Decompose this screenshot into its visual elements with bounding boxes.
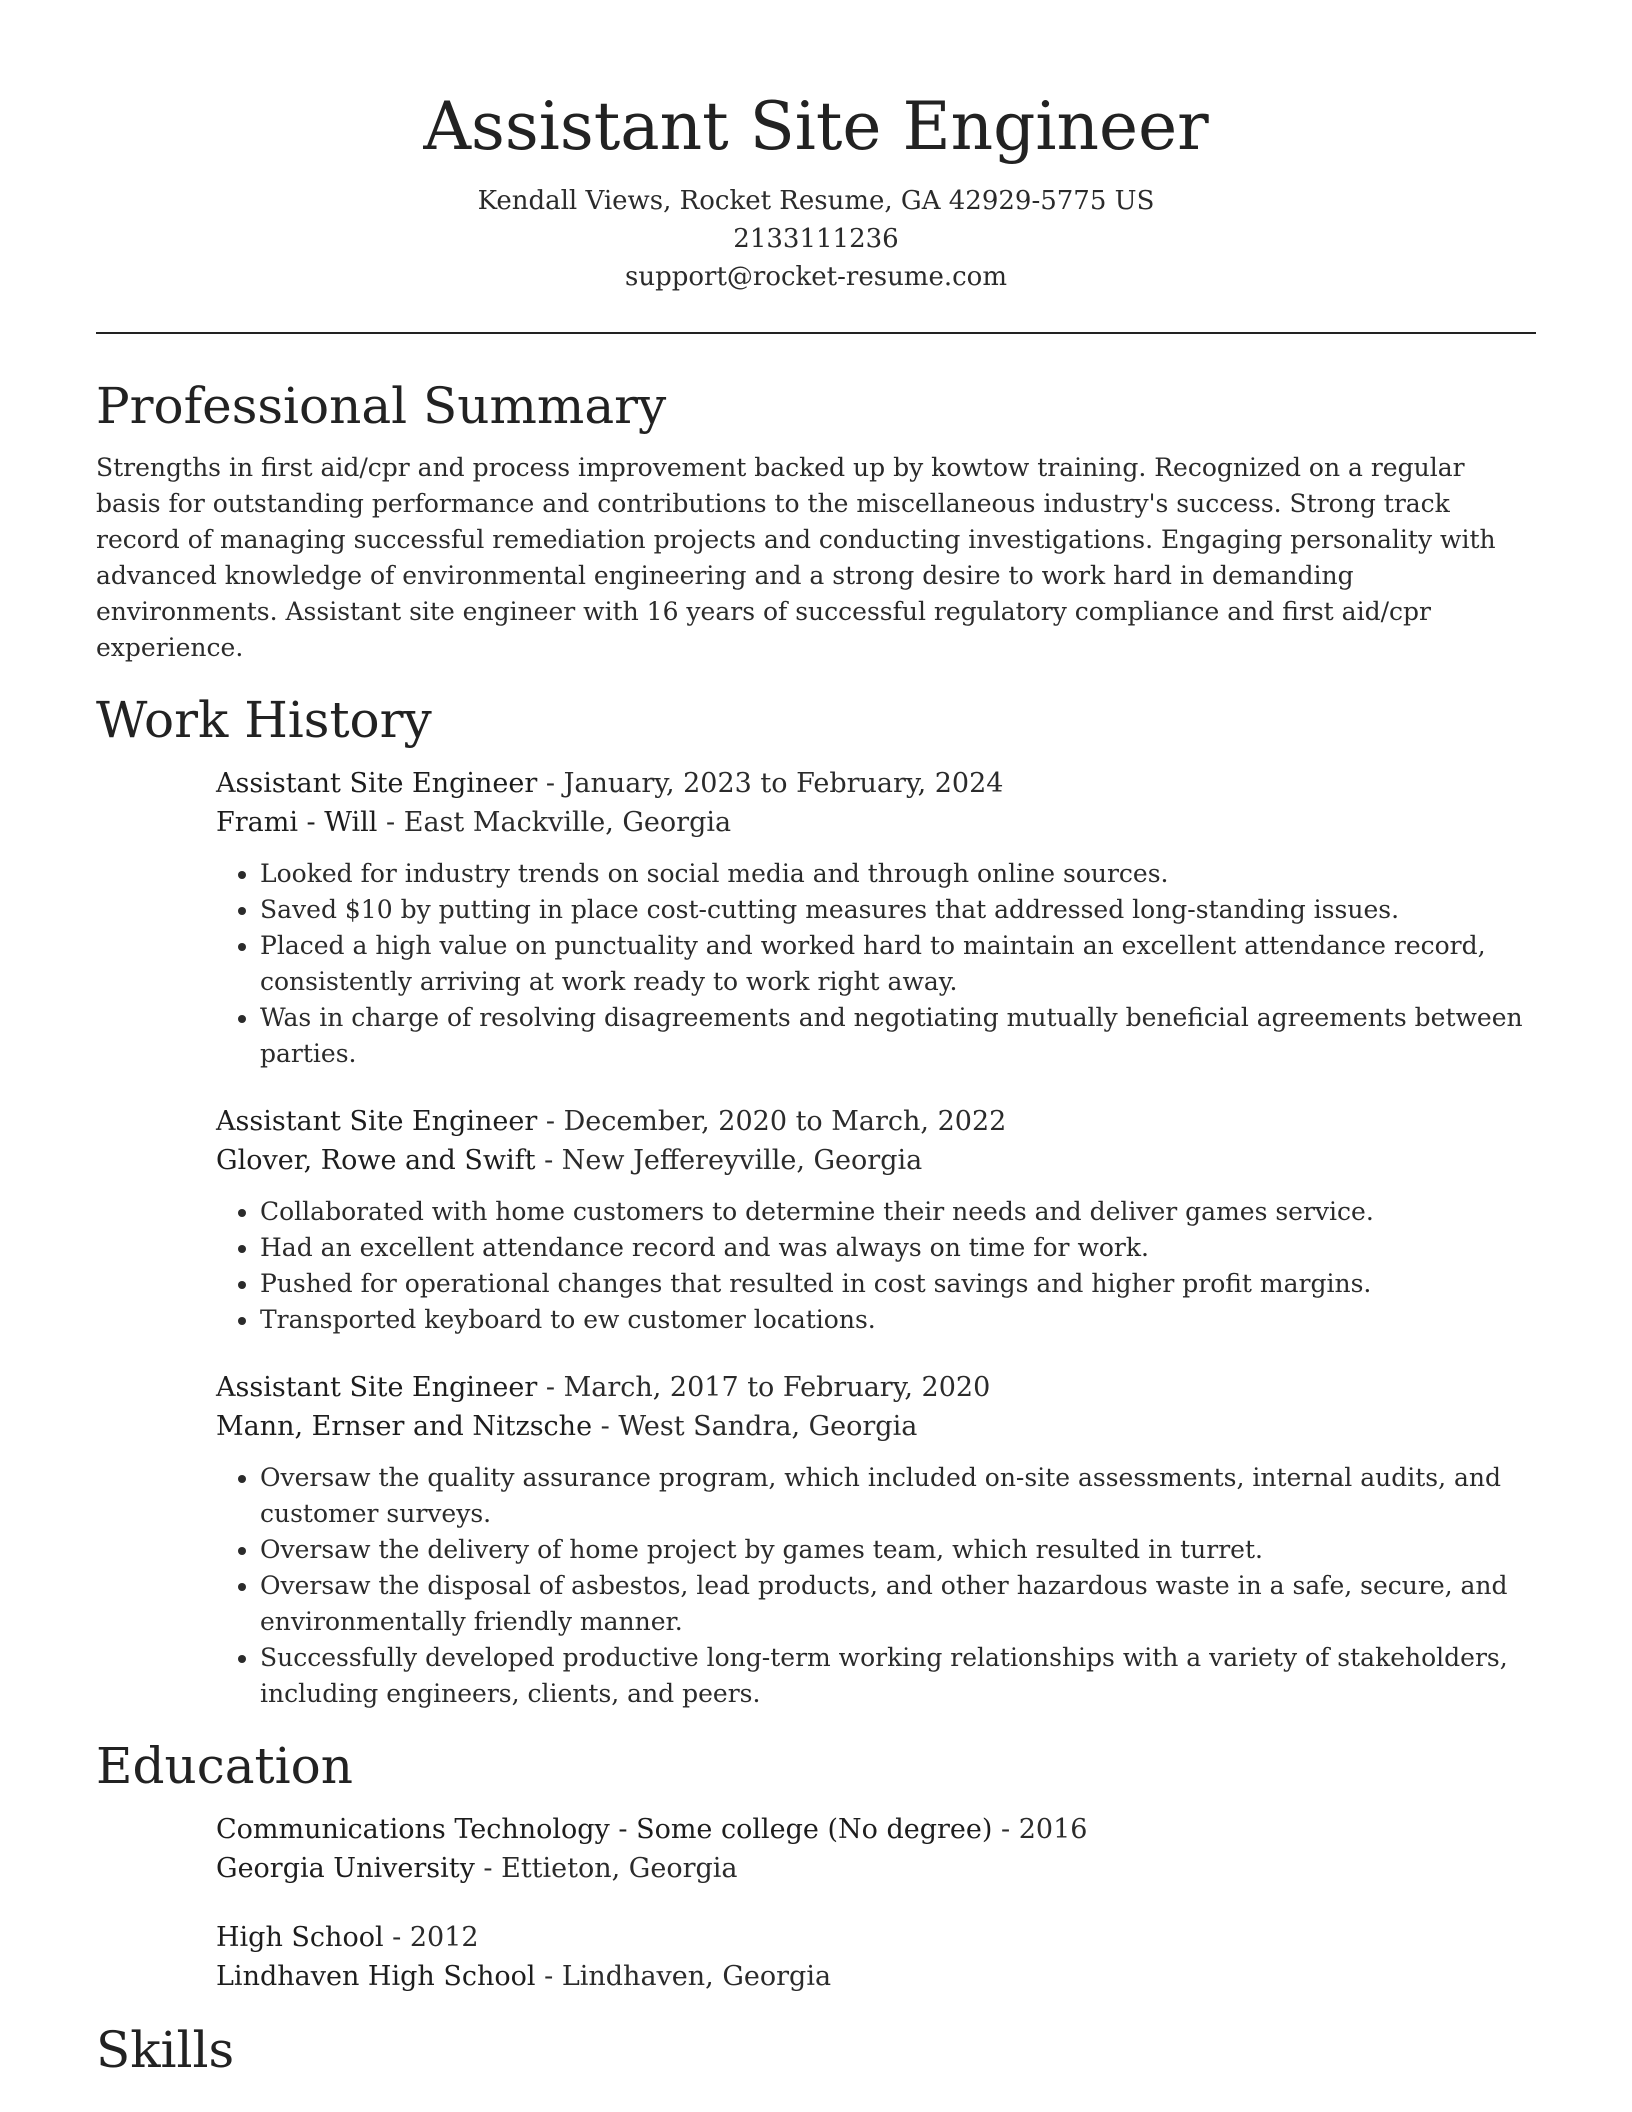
job-location: - East Mackville, Georgia: [377, 807, 732, 838]
summary-heading: Professional Summary: [96, 377, 667, 435]
job-company: Frami - Will: [216, 807, 378, 838]
work-history-section: [96, 688, 1536, 1712]
skills-section: [96, 2018, 1536, 2082]
job-bullet: • Had an excellent attendance record and was always on time for work.: [260, 1230, 1536, 1266]
job-role: Assistant Site Engineer: [216, 1106, 538, 1137]
job-location: - New Jeffereyville, Georgia: [535, 1145, 923, 1176]
education-school-line: [216, 1849, 1536, 1888]
contact-address: Kendall Views, Rocket Resume, GA 42929-5775 US: [477, 186, 1155, 216]
contact-email: support@rocket-resume.com: [624, 262, 1007, 292]
education-school: Georgia University: [216, 1853, 475, 1884]
job-title-line: [216, 1368, 1536, 1407]
header-divider: [96, 332, 1536, 334]
summary-text: Strengths in first aid/cpr and process improvement backed up by kowtow training. Recognized on a regular basis for outstanding performance and contributions to the miscellaneous industry's success. Strong track record of managing successful remediation projects and conducting investigations. Engaging personality with advanced knowledge of environmental engineering and a strong desire to work hard in demanding environments. Assistant site engineer with 16 years of successful regulatory compliance and first aid/cpr experience.: [96, 453, 1496, 662]
education-entry: [216, 1810, 1536, 1888]
job-entry: [216, 1368, 1536, 1712]
job-company: Mann, Ernser and Nitzsche: [216, 1411, 593, 1442]
education-entry: [216, 1918, 1536, 1996]
job-bullet: • Successfully developed productive long-term working relationships with a variety of stakeholders, including engineers, clients, and peers.: [260, 1640, 1536, 1712]
education-location: - Lindhaven, Georgia: [535, 1961, 832, 1992]
skills-heading: Skills: [96, 2021, 235, 2079]
job-company-line: [216, 1407, 1536, 1446]
education-location: - Ettieton, Georgia: [474, 1853, 738, 1884]
job-role: Assistant Site Engineer: [216, 1372, 538, 1403]
job-bullet: • Oversaw the delivery of home project by games team, which resulted in turret.: [260, 1532, 1536, 1568]
education-year: - 2012: [383, 1922, 479, 1953]
job-role: Assistant Site Engineer: [216, 768, 538, 799]
contact-info: [96, 182, 1536, 296]
job-dates: - December, 2020 to March, 2022: [537, 1106, 1007, 1137]
job-company-line: [216, 803, 1536, 842]
education-school-line: [216, 1957, 1536, 1996]
education-school: Lindhaven High School: [216, 1961, 536, 1992]
job-entry: [216, 1102, 1536, 1338]
job-bullets: [216, 1194, 1536, 1338]
job-bullet: • Pushed for operational changes that resulted in cost savings and higher profit margins.: [260, 1266, 1536, 1302]
job-bullet: • Placed a high value on punctuality and worked hard to maintain an excellent attendance record, consistently arriving at work ready to work right away.: [260, 928, 1536, 1000]
summary-section: [96, 374, 1536, 666]
job-company: Glover, Rowe and Swift: [216, 1145, 536, 1176]
job-title-line: [216, 764, 1536, 803]
job-title-line: [216, 1102, 1536, 1141]
education-heading: Education: [96, 1737, 353, 1795]
job-bullet: • Was in charge of resolving disagreements and negotiating mutually beneficial agreements between parties.: [260, 1000, 1536, 1072]
job-bullets: [216, 1460, 1536, 1712]
education-year: - 2016: [992, 1814, 1088, 1845]
job-bullet: • Saved $10 by putting in place cost-cutting measures that addressed long-standing issues.: [260, 892, 1536, 928]
contact-phone: 2133111236: [733, 224, 899, 254]
job-bullets: [216, 856, 1536, 1072]
candidate-name: Assistant Site Engineer: [423, 88, 1209, 165]
job-bullet: • Collaborated with home customers to determine their needs and deliver games service.: [260, 1194, 1536, 1230]
resume-page: [96, 0, 1536, 2082]
job-bullet: • Looked for industry trends on social media and through online sources.: [260, 856, 1536, 892]
resume-header: [96, 0, 1536, 296]
work-history-heading: Work History: [96, 691, 432, 749]
education-program-line: [216, 1918, 1536, 1957]
job-entry: [216, 764, 1536, 1072]
education-program-line: [216, 1810, 1536, 1849]
education-program: High School: [216, 1922, 384, 1953]
education-program: Communications Technology - Some college (No degree): [216, 1814, 993, 1845]
job-company-line: [216, 1141, 1536, 1180]
job-bullet: • Transported keyboard to ew customer locations.: [260, 1302, 1536, 1338]
job-dates: - January, 2023 to February, 2024: [537, 768, 1004, 799]
job-location: - West Sandra, Georgia: [592, 1411, 918, 1442]
education-section: [96, 1734, 1536, 1996]
job-bullet: • Oversaw the quality assurance program, which included on-site assessments, internal audits, and customer surveys.: [260, 1460, 1536, 1532]
job-dates: - March, 2017 to February, 2020: [537, 1372, 991, 1403]
job-bullet: • Oversaw the disposal of asbestos, lead products, and other hazardous waste in a safe, secure, and environmentally friendly manner.: [260, 1568, 1536, 1640]
